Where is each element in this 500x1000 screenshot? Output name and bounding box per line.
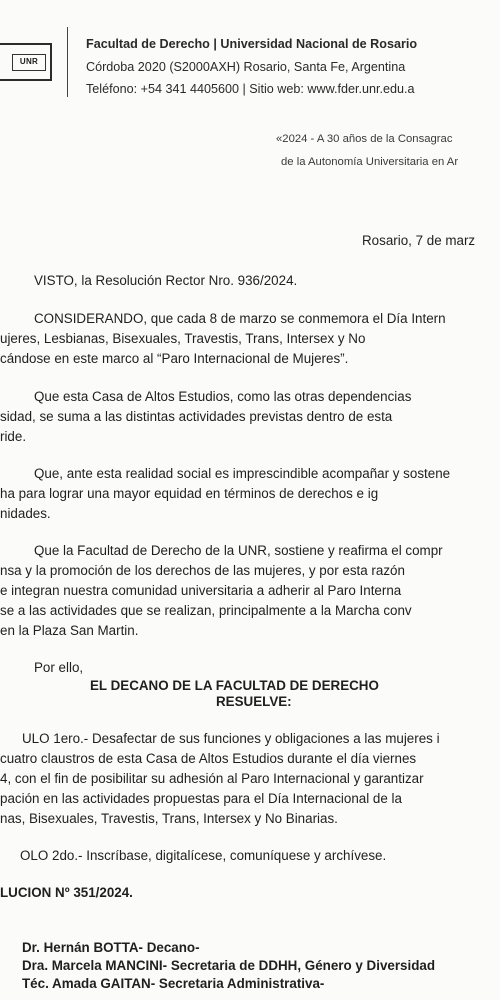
articulo-1-line-2: cuatro claustros de esta Casa de Altos Estudios durante el día viernes — [0, 751, 417, 766]
document-date: Rosario, 7 de marz — [362, 233, 476, 248]
faculty-name: Facultad de Derecho — [86, 37, 210, 51]
paragraph-4-line-2: nsa y la promoción de los derechos de las mujeres, y por esta razón — [0, 563, 405, 578]
resuelve-heading: RESUELVE: — [216, 694, 292, 709]
considerando-line-2: ujeres, Lesbianas, Bisexuales, Travestis, Trans, Intersex y No — [0, 331, 366, 346]
university-name: Universidad Nacional de Rosario — [220, 37, 418, 51]
paragraph-3-line-1: Que, ante esta realidad social es imprescindible acompañar y sostene — [34, 466, 451, 481]
articulo-1-line-3: 4, con el fin de posibilitar su adhesión al Paro Internacional y garantizar — [0, 771, 424, 786]
decano-heading: EL DECANO DE LA FACULTAD DE DERECHO — [90, 678, 379, 693]
articulo-2: OLO 2do.- Inscríbase, digitalícese, comuníquese y archívese. — [20, 848, 387, 863]
por-ello: Por ello, — [34, 660, 84, 675]
articulo-1-line-1: ULO 1ero.- Desafectar de sus funciones y obligaciones a las mujeres i — [22, 731, 440, 746]
articulo-1-line-4: pación en las actividades propuestas para el Día Internacional de la — [0, 791, 402, 806]
header-title — [86, 37, 417, 51]
header-address: Córdoba 2020 (S2000AXH) Rosario, Santa Fe, Argentina — [86, 60, 406, 74]
unr-logo — [0, 43, 52, 81]
considerando-line-1: CONSIDERANDO, que cada 8 de marzo se conmemora el Día Intern — [34, 311, 446, 326]
signature-secretaria-administrativa: Téc. Amada GAITAN- Secretaria Administrativa- — [22, 976, 325, 991]
paragraph-2-line-3: ride. — [0, 429, 27, 444]
unr-logo-text: UNR — [12, 54, 46, 71]
paragraph-4-line-3: e integran nuestra comunidad universitaria a adherir al Paro Interna — [0, 583, 402, 598]
considerando-line-3: cándose en este marco al “Paro Internacional de Mujeres”. — [0, 351, 349, 366]
paragraph-4-line-5: en la Plaza San Martin. — [0, 623, 139, 638]
header-contact: Teléfono: +54 341 4405600 | Sitio web: www.fder.unr.edu.a — [86, 82, 415, 96]
paragraph-2-line-1: Que esta Casa de Altos Estudios, como las otras dependencias — [34, 389, 412, 404]
motto-line-2: de la Autonomía Universitaria en Ar — [281, 156, 459, 168]
title-separator: | — [213, 37, 217, 51]
signature-decano: Dr. Hernán BOTTA- Decano- — [22, 940, 200, 955]
articulo-1-line-5: nas, Bisexuales, Travestis, Trans, Intersex y No Binarias. — [0, 811, 338, 826]
paragraph-2-line-2: sidad, se suma a las distintas actividades previstas dentro de esta — [0, 409, 393, 424]
visto-paragraph: VISTO, la Resolución Rector Nro. 936/2024. — [34, 273, 298, 288]
motto-line-1: «2024 - A 30 años de la Consagrac — [276, 133, 453, 145]
header-divider — [67, 27, 68, 97]
resolucion-number: LUCION Nº 351/2024. — [0, 885, 133, 900]
paragraph-3-line-3: nidades. — [0, 506, 51, 521]
signature-secretaria-ddhh: Dra. Marcela MANCINI- Secretaria de DDHH, Género y Diversidad — [22, 958, 436, 973]
paragraph-3-line-2: ha para lograr una mayor equidad en términos de derechos e ig — [0, 486, 379, 501]
paragraph-4-line-1: Que la Facultad de Derecho de la UNR, sostiene y reafirma el compr — [34, 543, 443, 558]
paragraph-4-line-4: se a las actividades que se realizan, principalmente a la Marcha conv — [0, 603, 412, 618]
